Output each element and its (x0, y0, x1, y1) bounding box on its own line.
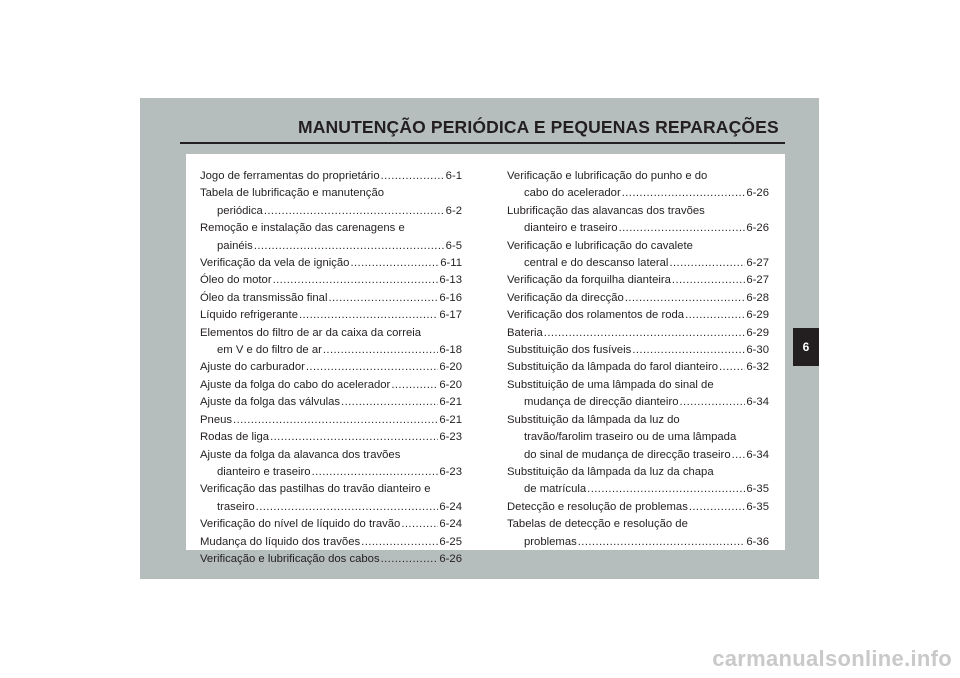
toc-entry-title: periódica (217, 204, 263, 217)
toc-entry-line (507, 499, 769, 516)
toc-entry-title: traseiro (217, 500, 255, 513)
toc-entry-line (507, 359, 769, 376)
toc-entry-line (200, 429, 462, 446)
toc-entry[interactable] (200, 429, 462, 446)
toc-page-number: 6-35 (746, 483, 769, 496)
toc-entry-title: Lubrificação das alavancas dos travões (507, 204, 705, 217)
toc-dot-leader (619, 220, 746, 237)
toc-entry-line (507, 238, 769, 255)
toc-page-number: 6-21 (439, 396, 462, 409)
toc-page-number: 6-28 (746, 291, 769, 304)
toc-entry-title: Pneus (200, 413, 233, 426)
toc-dot-leader (719, 359, 745, 376)
toc-entry-title: Óleo do motor (200, 274, 272, 287)
toc-dot-leader (685, 307, 745, 324)
toc-entry-title: Verificação dos rolamentos de roda (507, 309, 685, 322)
toc-entry-title: de matrícula (524, 483, 587, 496)
toc-entry-title: central e do descanso lateral (524, 257, 669, 270)
toc-entry-line (200, 447, 462, 464)
toc-page-number: 6-32 (746, 361, 769, 374)
toc-entry-line (507, 447, 769, 464)
toc-entry[interactable] (507, 499, 769, 516)
toc-entry[interactable] (200, 481, 462, 516)
toc-entry-title: problemas (524, 535, 577, 548)
toc-page-number: 6-29 (746, 309, 769, 322)
toc-dot-leader (312, 464, 439, 481)
toc-entry-title: Ajuste da folga do cabo do acelerador (200, 378, 391, 391)
toc-entry-line (507, 185, 769, 202)
toc-entry[interactable] (507, 272, 769, 289)
toc-entry[interactable] (507, 464, 769, 499)
toc-entry-line (200, 168, 462, 185)
toc-entry-line (200, 377, 462, 394)
toc-dot-leader (587, 481, 745, 498)
toc-entry-title: Bateria (507, 326, 543, 339)
toc-entry-title: Líquido refrigerante (200, 309, 298, 322)
toc-entry-line (507, 255, 769, 272)
toc-entry-line (200, 185, 462, 202)
toc-entry-line (507, 516, 769, 533)
toc-page-number: 6-5 (445, 239, 462, 252)
toc-entry-line (507, 464, 769, 481)
toc-page-number: 6-21 (439, 413, 462, 426)
toc-entry-title: Verificação das pastilhas do travão dianteiro e (200, 483, 431, 496)
toc-entry-title: Mudança do líquido dos travões (200, 535, 361, 548)
toc-entry[interactable] (507, 325, 769, 342)
toc-dot-leader (391, 377, 438, 394)
toc-page-number: 6-26 (746, 187, 769, 200)
toc-entry[interactable] (200, 534, 462, 551)
toc-entry-line (507, 342, 769, 359)
toc-entry-title: Ajuste do carburador (200, 361, 305, 374)
toc-page-number: 6-35 (746, 500, 769, 513)
toc-entry-line (200, 290, 462, 307)
toc-entry[interactable] (507, 290, 769, 307)
toc-entry-title: Verificação da vela de ignição (200, 257, 350, 270)
toc-entry-title: Verificação da direcção (507, 291, 624, 304)
toc-entry-title: travão/farolim traseiro ou de uma lâmpada (524, 431, 737, 444)
toc-entry-title: Verificação e lubrificação do punho e do (507, 170, 708, 182)
toc-dot-leader (625, 290, 746, 307)
toc-entry[interactable] (200, 290, 462, 307)
toc-page-number: 6-1 (445, 170, 462, 182)
toc-dot-leader (381, 168, 445, 185)
toc-entry-line (200, 534, 462, 551)
toc-entry-title: Tabelas de detecção e resolução de (507, 518, 688, 531)
toc-entry-title: Jogo de ferramentas do proprietário (200, 170, 380, 182)
toc-entry-line (200, 499, 462, 516)
toc-dot-leader (381, 551, 439, 568)
toc-entry[interactable] (200, 307, 462, 324)
toc-entry-line (200, 307, 462, 324)
toc-entry-line (200, 412, 462, 429)
toc-dot-leader (680, 394, 746, 411)
toc-entry-line (507, 481, 769, 498)
toc-dot-leader (732, 447, 746, 464)
toc-entry[interactable] (200, 516, 462, 533)
toc-dot-leader (401, 516, 438, 533)
toc-entry[interactable] (507, 342, 769, 359)
toc-entry-title: painéis (217, 239, 253, 252)
toc-dot-leader (328, 290, 438, 307)
toc-dot-leader (323, 342, 439, 359)
toc-entry-title: dianteiro e traseiro (524, 222, 618, 235)
title-rule (180, 142, 785, 144)
toc-entry-title: Substituição dos fusíveis (507, 344, 632, 357)
toc-dot-leader (254, 238, 445, 255)
toc-page-number: 6-2 (445, 204, 462, 217)
toc-entry[interactable] (507, 203, 769, 238)
toc-dot-leader (544, 325, 746, 342)
toc-dot-leader (264, 203, 445, 220)
toc-entry-title: Tabela de lubrificação e manutenção (200, 187, 385, 200)
toc-entry[interactable] (507, 307, 769, 324)
toc-entry[interactable] (200, 220, 462, 255)
toc-entry-line (507, 325, 769, 342)
toc-page-number: 6-34 (746, 396, 769, 409)
toc-page-number: 6-27 (746, 274, 769, 287)
toc-dot-leader (669, 255, 745, 272)
toc-entry-line (507, 429, 769, 446)
toc-entry-line (200, 394, 462, 411)
toc-entry-line (200, 516, 462, 533)
toc-page-number: 6-27 (746, 257, 769, 270)
toc-entry-line (507, 272, 769, 289)
toc-entry[interactable] (507, 238, 769, 273)
toc-entry-line (507, 168, 769, 185)
toc-entry-line (507, 534, 769, 551)
toc-entry-line (200, 359, 462, 376)
toc-entry-line (200, 325, 462, 342)
toc-entry[interactable] (200, 255, 462, 272)
toc-page-number: 6-11 (440, 257, 462, 270)
toc-page-number: 6-24 (439, 518, 462, 531)
toc-entry[interactable] (200, 359, 462, 376)
toc-dot-leader (622, 185, 746, 202)
toc-entry-line (200, 464, 462, 481)
toc-dot-leader (341, 394, 438, 411)
toc-page-number: 6-36 (746, 535, 769, 548)
toc-left-column (200, 168, 462, 568)
toc-dot-leader (270, 429, 438, 446)
toc-entry-title: Verificação do nível de líquido do travão (200, 518, 401, 531)
watermark: carmanualsonline.info (712, 646, 952, 671)
toc-entry-line (507, 203, 769, 220)
toc-page-number: 6-23 (439, 431, 462, 444)
toc-page-number: 6-29 (746, 326, 769, 339)
toc-dot-leader (306, 359, 439, 376)
toc-entry-line (200, 220, 462, 237)
toc-right-column (507, 168, 769, 551)
toc-entry-line (200, 238, 462, 255)
toc-page-number: 6-25 (439, 535, 462, 548)
toc-entry[interactable] (507, 516, 769, 551)
toc-entry-line (200, 551, 462, 568)
toc-page-number: 6-20 (439, 361, 462, 374)
toc-page-number: 6-20 (439, 378, 462, 391)
toc-entry-title: Substituição da lâmpada da luz da chapa (507, 465, 714, 478)
toc-entry-line (507, 377, 769, 394)
toc-entry-title: Substituição de uma lâmpada do sinal de (507, 378, 714, 391)
toc-entry[interactable] (200, 551, 462, 568)
toc-entry[interactable] (200, 168, 462, 185)
toc-dot-leader (350, 255, 439, 272)
chapter-tab[interactable]: 6 (793, 328, 819, 366)
toc-dot-leader (578, 534, 746, 551)
page-title: MANUTENÇÃO PERIÓDICA E PEQUENAS REPARAÇÕES (298, 117, 779, 137)
toc-entry-title: Ajuste da folga da alavanca dos travões (200, 448, 401, 461)
toc-entry-title: dianteiro e traseiro (217, 465, 311, 478)
toc-page-number: 6-23 (439, 465, 462, 478)
toc-entry-title: Óleo da transmissão final (200, 291, 328, 304)
toc-page-number: 6-26 (439, 552, 462, 565)
toc-page-number: 6-17 (439, 309, 462, 322)
toc-entry[interactable] (200, 377, 462, 394)
toc-page-number: 6-26 (746, 222, 769, 235)
toc-page-number: 6-30 (746, 344, 769, 357)
toc-dot-leader (256, 499, 439, 516)
toc-entry-title: Remoção e instalação das carenagens e (200, 222, 405, 235)
toc-entry[interactable] (200, 412, 462, 429)
toc-entry[interactable] (200, 394, 462, 411)
toc-page-number: 6-13 (439, 274, 462, 287)
toc-entry-line (507, 220, 769, 237)
toc-page-number: 6-24 (439, 500, 462, 513)
toc-entry-title: Substituição da lâmpada do farol dianteiro (507, 361, 719, 374)
toc-entry[interactable] (507, 377, 769, 412)
toc-page-number: 6-34 (746, 448, 769, 461)
toc-entry-title: do sinal de mudança de direcção traseiro (524, 448, 731, 461)
toc-dot-leader (672, 272, 745, 289)
toc-entry-title: em V e do filtro de ar (217, 344, 322, 357)
toc-entry-line (200, 481, 462, 498)
toc-entry[interactable] (507, 412, 769, 464)
toc-entry-title: Verificação e lubrificação dos cabos (200, 552, 380, 565)
toc-entry-title: Verificação e lubrificação do cavalete (507, 239, 693, 252)
toc-entry-title: Verificação da forquilha dianteira (507, 274, 671, 287)
toc-entry-line (200, 255, 462, 272)
toc-dot-leader (632, 342, 745, 359)
toc-entry-line (200, 203, 462, 220)
toc-dot-leader (689, 499, 746, 516)
toc-entry-line (507, 412, 769, 429)
toc-entry-title: mudança de direcção dianteiro (524, 396, 679, 409)
toc-dot-leader (361, 534, 438, 551)
toc-entry[interactable] (200, 447, 462, 482)
toc-dot-leader (299, 307, 438, 324)
toc-page-number: 6-16 (439, 291, 462, 304)
toc-page-number: 6-18 (439, 344, 462, 357)
toc-entry-title: Ajuste da folga das válvulas (200, 396, 341, 409)
toc-entry-line (200, 272, 462, 289)
toc-entry[interactable] (507, 168, 769, 203)
toc-entry-line (507, 307, 769, 324)
toc-entry-line (507, 394, 769, 411)
toc-entry-line (507, 290, 769, 307)
toc-entry[interactable] (200, 325, 462, 360)
toc-dot-leader (273, 272, 439, 289)
toc-entry-title: Detecção e resolução de problemas (507, 500, 688, 513)
toc-dot-leader (233, 412, 438, 429)
toc-entry[interactable] (200, 272, 462, 289)
toc-entry[interactable] (507, 359, 769, 376)
toc-entry[interactable] (200, 185, 462, 220)
toc-entry-title: cabo do acelerador (524, 187, 621, 200)
toc-entry-title: Elementos do filtro de ar da caixa da correia (200, 326, 422, 339)
toc-entry-title: Rodas de liga (200, 431, 270, 444)
toc-entry-line (200, 342, 462, 359)
toc-entry-title: Substituição da lâmpada da luz do (507, 413, 680, 426)
